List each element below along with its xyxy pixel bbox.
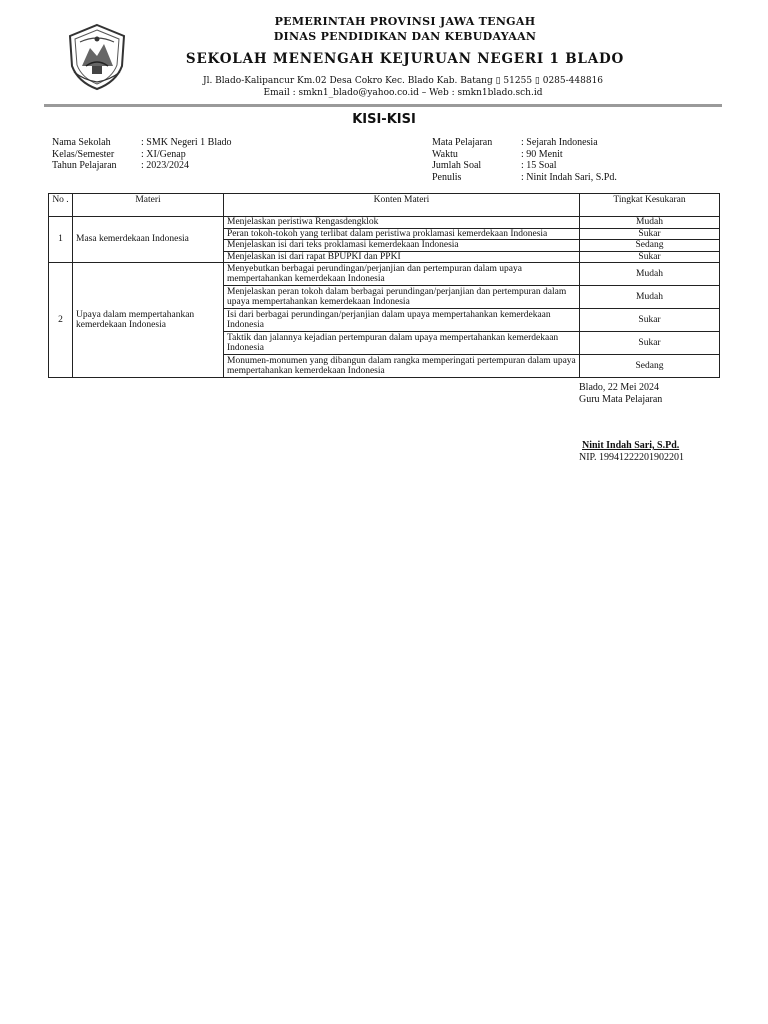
konten-cell: Isi dari berbagai perundingan/perjanjian dalam upaya mempertahankan kemerdekaan Indonesia: [224, 309, 580, 332]
place-date: Blado, 22 Mei 2024: [579, 382, 659, 393]
info-right: [432, 137, 617, 183]
signature-block: [579, 382, 685, 463]
department-line: DINAS PENDIDIKAN DAN KEBUDAYAAN: [273, 30, 537, 43]
header-no: No .: [49, 194, 73, 217]
info-label: Penulis: [432, 171, 462, 183]
tingkat-cell: Sedang: [580, 355, 720, 378]
info-label: Waktu: [432, 148, 458, 160]
info-value: : Sejarah Indonesia: [521, 137, 598, 148]
government-line: PEMERINTAH PROVINSI JAWA TENGAH: [274, 15, 536, 28]
info-row: [52, 149, 232, 161]
info-value: : 2023/2024: [141, 160, 190, 171]
tingkat-cell: Mudah: [580, 263, 720, 286]
document-title: KISI-KISI: [352, 112, 416, 127]
kisi-kisi-table: [48, 193, 720, 378]
province-coat-of-arms-icon: [64, 22, 130, 92]
info-value: : 90 Menit: [521, 148, 563, 160]
info-row: [432, 160, 617, 172]
header-materi: Materi: [73, 194, 224, 217]
tingkat-cell: Mudah: [580, 217, 720, 229]
signer-role: Guru Mata Pelajaran: [579, 394, 663, 405]
konten-cell: Menjelaskan isi dari teks proklamasi kemerdekaan Indonesia: [224, 240, 580, 252]
info-label: Tahun Pelajaran: [52, 160, 117, 171]
header-konten: Konten Materi: [224, 194, 580, 217]
tingkat-cell: Sukar: [580, 251, 720, 263]
konten-cell: Menjelaskan peran tokoh dalam berbagai perundingan/perjanjian dan pertempuran dalam upaya mempertahankan kemerdekaan Indonesia: [224, 286, 580, 309]
tingkat-cell: Sukar: [580, 309, 720, 332]
row-number: 2: [49, 263, 73, 378]
info-row: [432, 149, 617, 161]
info-row: [432, 137, 617, 149]
school-contact: Email : smkn1_blado@yahoo.co.id – Web : smkn1blado.sch.id: [263, 88, 543, 98]
letterhead: [0, 0, 768, 110]
tingkat-cell: Sukar: [580, 228, 720, 240]
konten-cell: Menjelaskan peristiwa Rengasdengklok: [224, 217, 580, 229]
table-header-row: [49, 194, 720, 217]
materi-cell: Masa kemerdekaan Indonesia: [73, 217, 224, 263]
signer-nip: NIP. 19941222201902201: [579, 452, 685, 463]
info-label: Nama Sekolah: [52, 137, 111, 148]
materi-cell: Upaya dalam mempertahankan kemerdekaan Indonesia: [73, 263, 224, 378]
info-left: [52, 137, 232, 172]
tingkat-cell: Mudah: [580, 286, 720, 309]
konten-cell: Peran tokoh-tokoh yang terlibat dalam peristiwa proklamasi kemerdekaan Indonesia: [224, 228, 580, 240]
table-row: [49, 263, 720, 286]
school-address: Jl. Blado-Kalipancur Km.02 Desa Cokro Kec. Blado Kab. Batang ▯ 51255 ▯ 0285-448816: [202, 76, 604, 86]
tingkat-cell: Sedang: [580, 240, 720, 252]
info-value: : XI/Genap: [141, 148, 186, 160]
tingkat-cell: Sukar: [580, 332, 720, 355]
school-name: SEKOLAH MENENGAH KEJURUAN NEGERI 1 BLADO: [185, 51, 625, 67]
letterhead-divider: [44, 104, 722, 107]
info-label: Jumlah Soal: [432, 160, 482, 171]
info-row: [432, 172, 617, 184]
info-row: [52, 160, 232, 172]
info-value: : SMK Negeri 1 Blado: [141, 137, 232, 148]
info-label: Mata Pelajaran: [432, 137, 493, 148]
info-label: Kelas/Semester: [52, 148, 115, 160]
konten-cell: Menjelaskan isi dari rapat BPUPKI dan PPKI: [224, 251, 580, 263]
konten-cell: Monumen-monumen yang dibangun dalam rangka memperingati pertempuran dalam upaya mempertahankan kemerdekaan Indonesia: [224, 355, 580, 378]
header-tingkat: Tingkat Kesukaran: [580, 194, 720, 217]
konten-cell: Menyebutkan berbagai perundingan/perjanjian dan pertempuran dalam upaya mempertahankan kemerdekaan Indonesia: [224, 263, 580, 286]
info-value: : 15 Soal: [521, 160, 557, 171]
table-row: [49, 217, 720, 229]
info-row: [52, 137, 232, 149]
signer-name: Ninit Indah Sari, S.Pd.: [582, 440, 680, 451]
konten-cell: Taktik dan jalannya kejadian pertempuran dalam upaya mempertahankan kemerdekaan Indonesia: [224, 332, 580, 355]
row-number: 1: [49, 217, 73, 263]
info-value: : Ninit Indah Sari, S.Pd.: [521, 171, 617, 183]
